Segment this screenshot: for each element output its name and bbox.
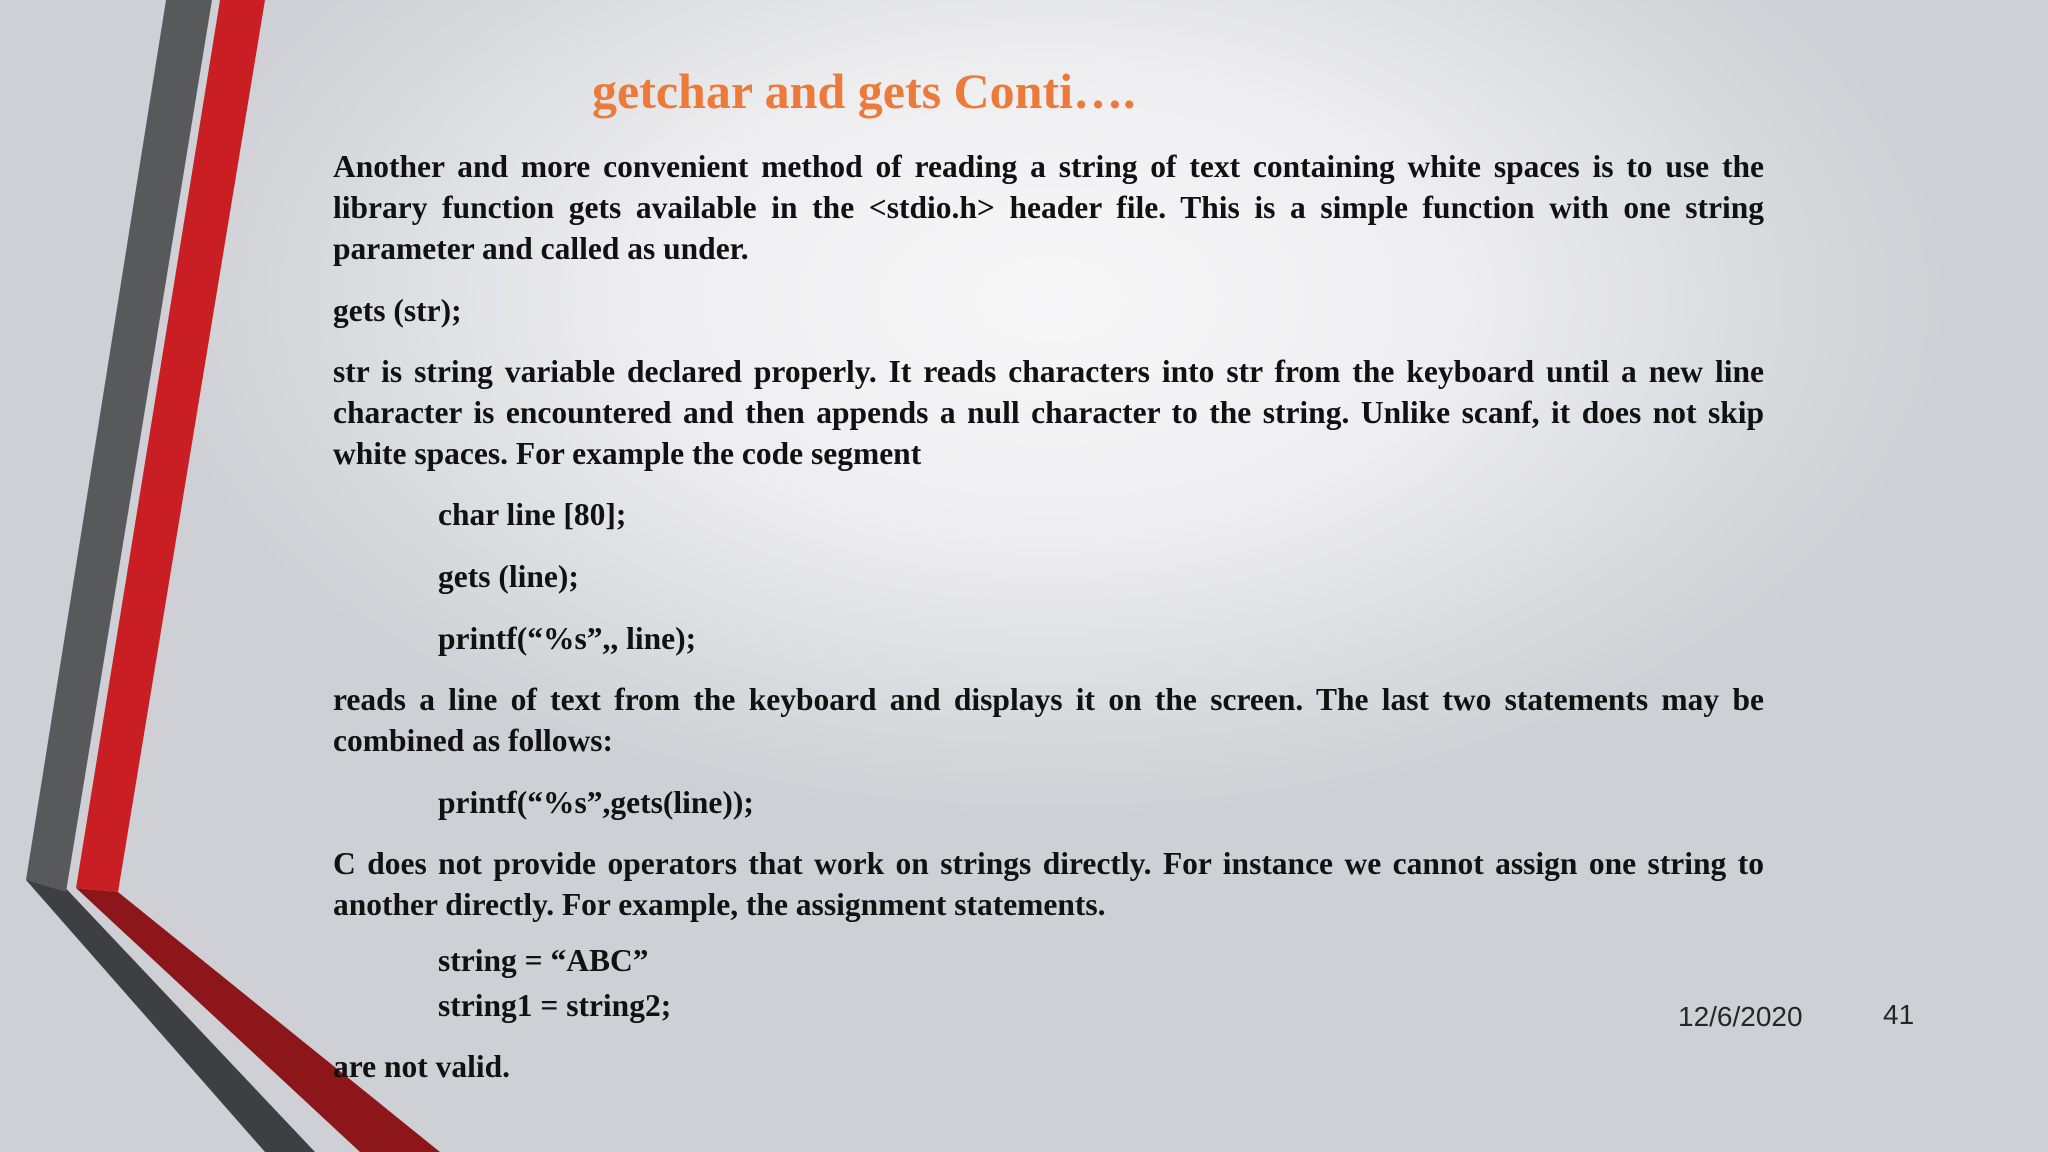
slide-body <box>333 146 1764 1087</box>
paragraph-reads-line: reads a line of text from the keyboard and displays it on the screen. The last two statements may be combined as follows: <box>333 682 1764 758</box>
code-line-declaration: char line [80]; <box>438 497 627 532</box>
paragraph-str-description: str is string variable declared properly. It reads characters into str from the keyboard until a new line character is encountered and then appends a null character to the string. Unlike scanf, it does not skip white spaces. For example the code segment <box>333 354 1764 471</box>
code-line-printf-gets: printf(“%s”,gets(line)); <box>438 785 754 820</box>
paragraph-no-operators: C does not provide operators that work on strings directly. For instance we cannot assign one string to another directly. For example, the assignment statements. <box>333 846 1764 922</box>
paragraph-not-valid: are not valid. <box>333 1049 511 1084</box>
code-line-string-assign: string = “ABC” <box>438 943 649 978</box>
paragraph-intro: Another and more convenient method of reading a string of text containing white spaces is to use the library function gets available in the <stdio.h> header file. This is a simple function with one string parameter and called as under. <box>333 149 1764 266</box>
gets-syntax-line: gets (str); <box>333 293 462 328</box>
dark-gray-lower-stripe <box>26 880 315 1152</box>
code-line-gets: gets (line); <box>438 559 579 594</box>
slide-date: 12/6/2020 <box>1678 1001 1803 1032</box>
slide-number: 41 <box>1883 999 1915 1030</box>
slide-title: getchar and gets Conti…. <box>592 63 1136 119</box>
code-line-string1-assign: string1 = string2; <box>438 988 672 1023</box>
code-line-printf: printf(“%s”,, line); <box>438 621 697 656</box>
